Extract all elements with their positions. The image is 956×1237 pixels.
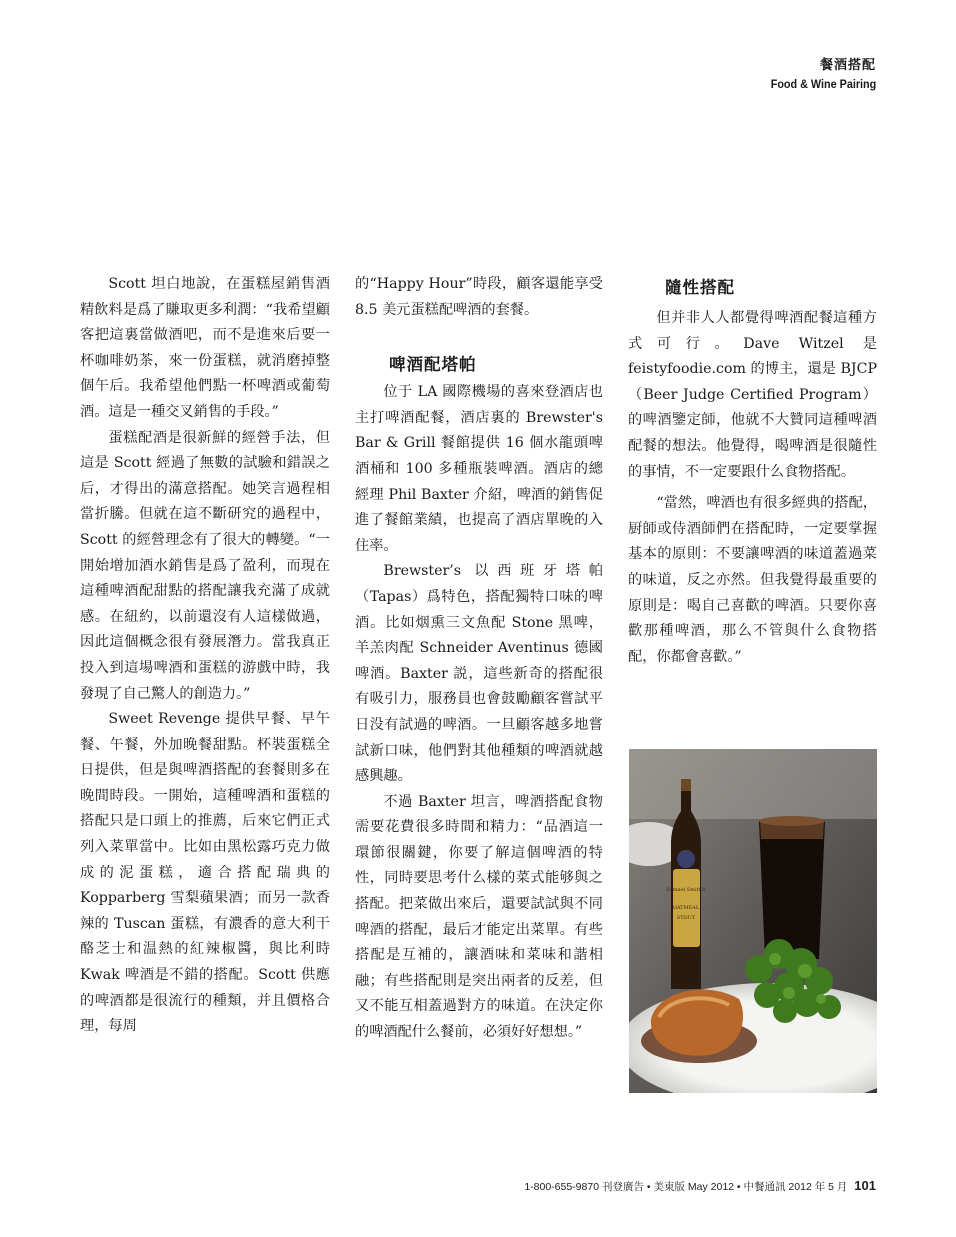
paragraph: 但并非人人都覺得啤酒配餐這種方式可行。Dave Witzel 是 feistyfoodie.com 的博主，還是 BJCP（Beer Judge Certified Program）的啤酒鑒定師，他就不大贊同這種啤酒配餐的想法。他覺得，喝啤酒是很隨性的事情，不一定要跟什么食物搭配。 [628,310,877,480]
bottle-label-type: OATMEAL [672,905,700,911]
paragraph: 不過 Baxter 坦言，啤酒搭配食物需要花費很多時間和精力：“品酒這一環節很關鍵，你要了解這個啤酒的特性，同時要思考什么樣的菜式能够與之搭配。把菜做出來后，還要試試與不同啤酒的搭配，最后才能定出菜單。有些搭配是互補的，讓酒味和菜味和諧相融；有些搭配則是突出兩者的反差，但又不能互相蓋過對方的味道。在決定你的啤酒配什么餐前，必須好好想想。” [355,793,603,1041]
paragraph: Scott 坦白地說，在蛋糕屋銷售酒精飲料是爲了賺取更多利潤：“我希望顧客把這裏當做酒吧，而不是進來后要一杯咖啡奶茶，來一份蛋糕，就消磨掉整個午后。我希望他們點一杯啤酒或葡萄酒。這是一種交叉銷售的手段。” [80,276,330,420]
subheading-beer-tapas: 啤酒配塔帕 [389,355,477,375]
paragraph: 的“Happy Hour”時段，顧客還能享受 8.5 美元蛋糕配啤酒的套餐。 [355,276,603,318]
section-title-en: Food & Wine Pairing [770,77,876,91]
page-footer [524,1178,876,1194]
paragraph: 蛋糕配酒是很新鮮的經營手法，但這是 Scott 經過了無數的試驗和錯誤之后，才得出的滿意搭配。她笑言過程相當折騰。但就在這不斷研究的過程中，Scott 的經營理念有了很大的轉變。“一開始增加酒水銷售是爲了盈利，而現在這種啤酒配甜點的搭配讓我充滿了成就感。在紐約，以前還沒有人這樣做過，因此這個概念很有發展潛力。當我真正投入到這場啤酒和蛋糕的游戲中時，我發現了自己驚人的創造力。” [80,429,330,702]
footer-info: 1-800-655-9870 刊登廣告 • 美東版 May 2012 • 中餐通訊 2012 年 5 月 [524,1181,848,1193]
article-column-3 [628,276,877,670]
section-title-zh: 餐酒搭配 [819,58,876,73]
beer-food-photo [629,749,877,1093]
subheading-casual-pairing: 隨性搭配 [665,278,735,297]
section-header [759,54,876,91]
bottle-label-style: STOUT [676,915,696,921]
paragraph: “當然，啤酒也有很多經典的搭配，厨師或侍酒師們在搭配時，一定要掌握基本的原則：不要讓啤酒的味道蓋過菜的味道，反之亦然。但我覺得最重要的原則是：喝自己喜歡的啤酒。只要你喜歡那種啤酒，那么不管與什么食物搭配，你都會喜歡。” [628,495,877,665]
paragraph: Sweet Revenge 提供早餐、早午餐、午餐，外加晚餐甜點。杯裝蛋糕全日提供，但是與啤酒搭配的套餐則多在晚間時段。一開始，這種啤酒和蛋糕的搭配只是口頭上的推薦，后來它們正式列入菜單當中。比如由黑松露巧克力做成的泥蛋糕，適合搭配瑞典的 Kopparberg 雪梨蘋果酒；而另一款香辣的 Tuscan 蛋糕，有濃香的意大利干酪芝士和温熱的紅辣椒醬，與比利時 Kwak 啤酒是不錯的搭配。Scott 供應的啤酒都是很流行的種類，并且價格合理，每周 [80,711,330,1035]
bottle-label-brand: Samuel Smith's [666,887,706,893]
paragraph: 位于 LA 國際機場的喜來登酒店也主打啤酒配餐，酒店裏的 Brewster's Bar & Grill 餐館提供 16 個水龍頭啤酒桶和 100 多種瓶裝啤酒。酒店的總經理 Phil Baxter 介紹，啤酒的銷售促進了餐館業績，也提高了酒店單晚的入住率。 [355,384,603,554]
article-column-2 [355,272,603,1046]
paragraph: Brewster’s 以西班牙塔帕（Tapas）爲特色，搭配獨特口味的啤酒。比如烟熏三文魚配 Stone 黑啤，羊羔肉配 Schneider Aventinus 德國啤酒。Baxter 説，這些新奇的搭配很有吸引力，服務員也會鼓勵顧客嘗試平日没有試過的啤酒。一旦顧客越多地嘗試新口味，他們對其他種類的啤酒就越感興趣。 [355,563,603,785]
article-column-1 [80,272,330,1040]
page-number: 101 [854,1178,876,1193]
